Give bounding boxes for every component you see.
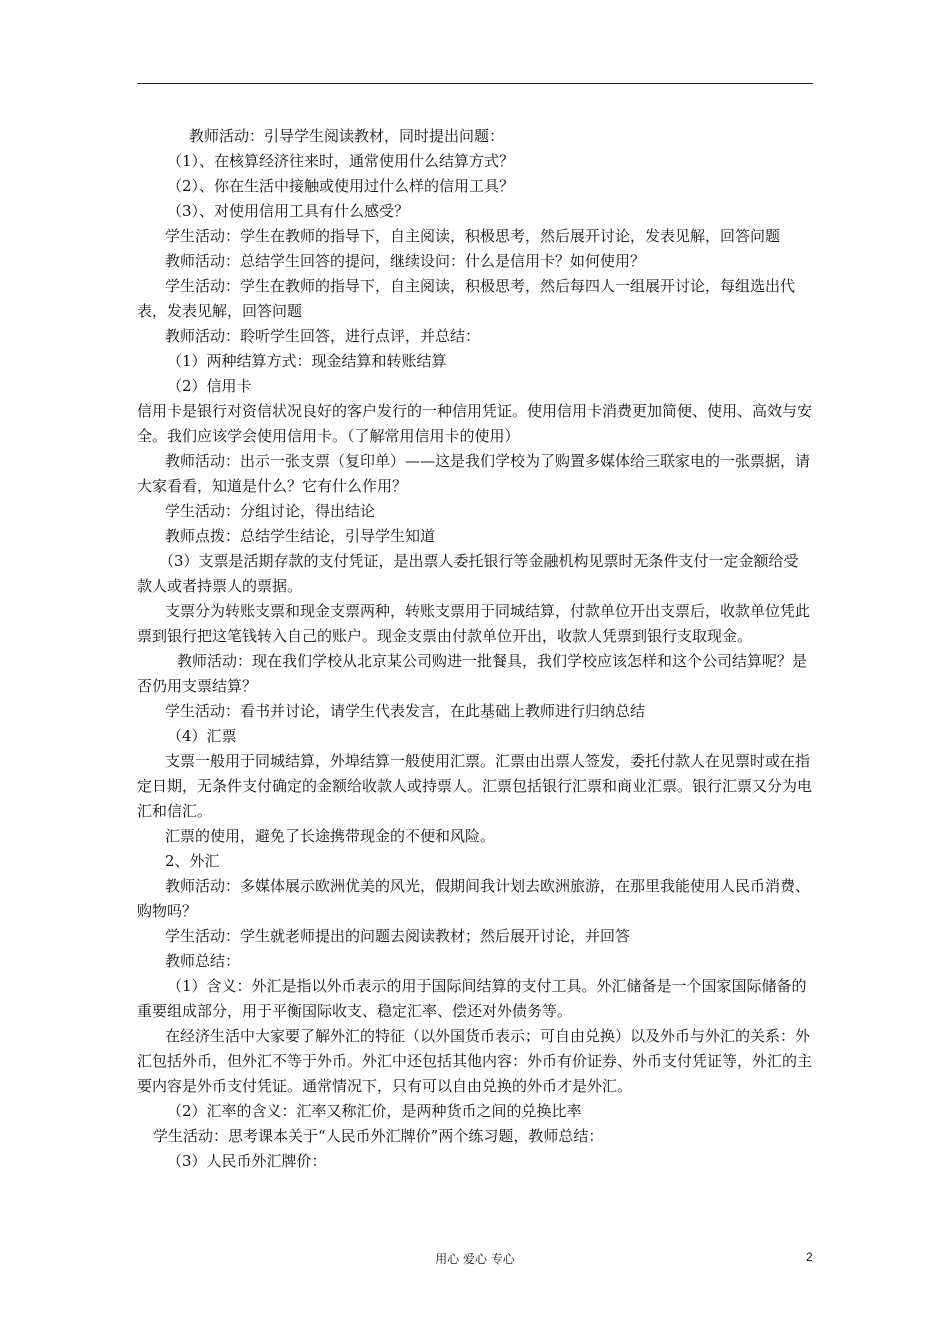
paragraph: 学生活动：思考课本关于“人民币外汇牌价”两个练习题，教师总结： (153, 1127, 604, 1145)
paragraph: （1）含义：外汇是指以外币表示的用于国际间结算的支付工具。外汇储备是一个国家国际储备的重要组成部分，用于平衡国际收支、稳定汇率、偿还对外债务等。 (137, 977, 807, 1020)
footer-slogan: 用心 爱心 专心 (435, 1252, 515, 1266)
paragraph: （4）汇票 (167, 727, 237, 745)
paragraph: 学生活动：看书并讨论，请学生代表发言，在此基础上教师进行归纳总结 (165, 702, 646, 720)
paragraph: 学生活动：学生在教师的指导下，自主阅读，积极思考，然后每四人一组展开讨论，每组选出代表，发表见解，回答问题 (137, 277, 796, 320)
paragraph: 学生活动：学生在教师的指导下，自主阅读，积极思考，然后展开讨论，发表见解，回答问题 (165, 227, 781, 245)
paragraph: 教师活动：多媒体展示欧洲优美的风光，假期间我计划去欧洲旅游，在那里我能使用人民币消费、购物吗？ (137, 877, 811, 920)
paragraph: 教师活动：出示一张支票（复印单）——这是我们学校为了购置多媒体给三联家电的一张票据，请大家看看，知道是什么？它有什么作用？ (137, 452, 811, 495)
paragraph: 学生活动：学生就老师提出的问题去阅读教材；然后展开讨论，并回答 (165, 927, 631, 945)
paragraph: 教师总结： (165, 952, 241, 970)
paragraph: 教师点拨：总结学生结论，引导学生知道 (165, 527, 436, 545)
paragraph: 信用卡是银行对资信状况良好的客户发行的一种信用凭证。使用信用卡消费更加简便、使用、高效与安全。我们应该学会使用信用卡。（了解常用信用卡的使用） (137, 402, 813, 445)
paragraph: 支票分为转账支票和现金支票两种，转账支票用于同城结算，付款单位开出支票后，收款单位凭此票到银行把这笔钱转入自己的账户。现金支票由付款单位开出，收款人凭票到银行支取现金。 (137, 602, 811, 645)
paragraph: （1）、在核算经济往来时，通常使用什么结算方式？ (167, 152, 515, 170)
paragraph: （2）汇率的含义：汇率又称汇价，是两种货币之间的兑换比率 (167, 1102, 582, 1120)
paragraph: （2）、你在生活中接触或使用过什么样的信用工具？ (167, 177, 515, 195)
paragraph: 学生活动：分组讨论，得出结论 (165, 502, 376, 520)
paragraph: 教师活动：现在我们学校从北京某公司购进一批餐具，我们学校应该怎样和这个公司结算呢？是否仍用支票结算？ (137, 652, 808, 695)
header-rule (137, 83, 813, 84)
paragraph: （3）支票是活期存款的支付凭证，是出票人委托银行等金融机构见票时无条件支付一定金额给受款人或者持票人的票据。 (137, 552, 799, 595)
paragraph: （3）人民币外汇牌价： (167, 1152, 327, 1170)
paragraph: 在经济生活中大家要了解外汇的特征（以外国货币表示；可自由兑换）以及外币与外汇的关系：外汇包括外币，但外汇不等于外币。外汇中还包括其他内容：外币有价证券、外币支付凭证等，外汇的主要内容是外币支付凭证。通常情况下，只有可以自由兑换的外币才是外汇。 (137, 1027, 813, 1095)
document-body (137, 124, 813, 1174)
paragraph: 教师活动：聆听学生回答，进行点评，并总结： (165, 327, 481, 345)
paragraph: （1）两种结算方式：现金结算和转账结算 (167, 352, 447, 370)
paragraph: （2）信用卡 (167, 377, 252, 395)
section-heading: 2、外汇 (165, 852, 220, 870)
page-number: 2 (806, 1250, 813, 1264)
paragraph: （3）、对使用信用工具有什么感受？ (167, 202, 410, 220)
page-footer (0, 1250, 950, 1270)
paragraph: 教师活动：总结学生回答的提问，继续设问：什么是信用卡？如何使用？ (165, 252, 646, 270)
paragraph: 汇票的使用，避免了长途携带现金的不便和风险。 (165, 827, 496, 845)
paragraph: 支票一般用于同城结算，外埠结算一般使用汇票。汇票由出票人签发，委托付款人在见票时或在指定日期，无条件支付确定的金额给收款人或持票人。汇票包括银行汇票和商业汇票。银行汇票又分为电汇和信汇。 (137, 752, 813, 820)
paragraph: 教师活动：引导学生阅读教材，同时提出问题： (189, 127, 505, 145)
